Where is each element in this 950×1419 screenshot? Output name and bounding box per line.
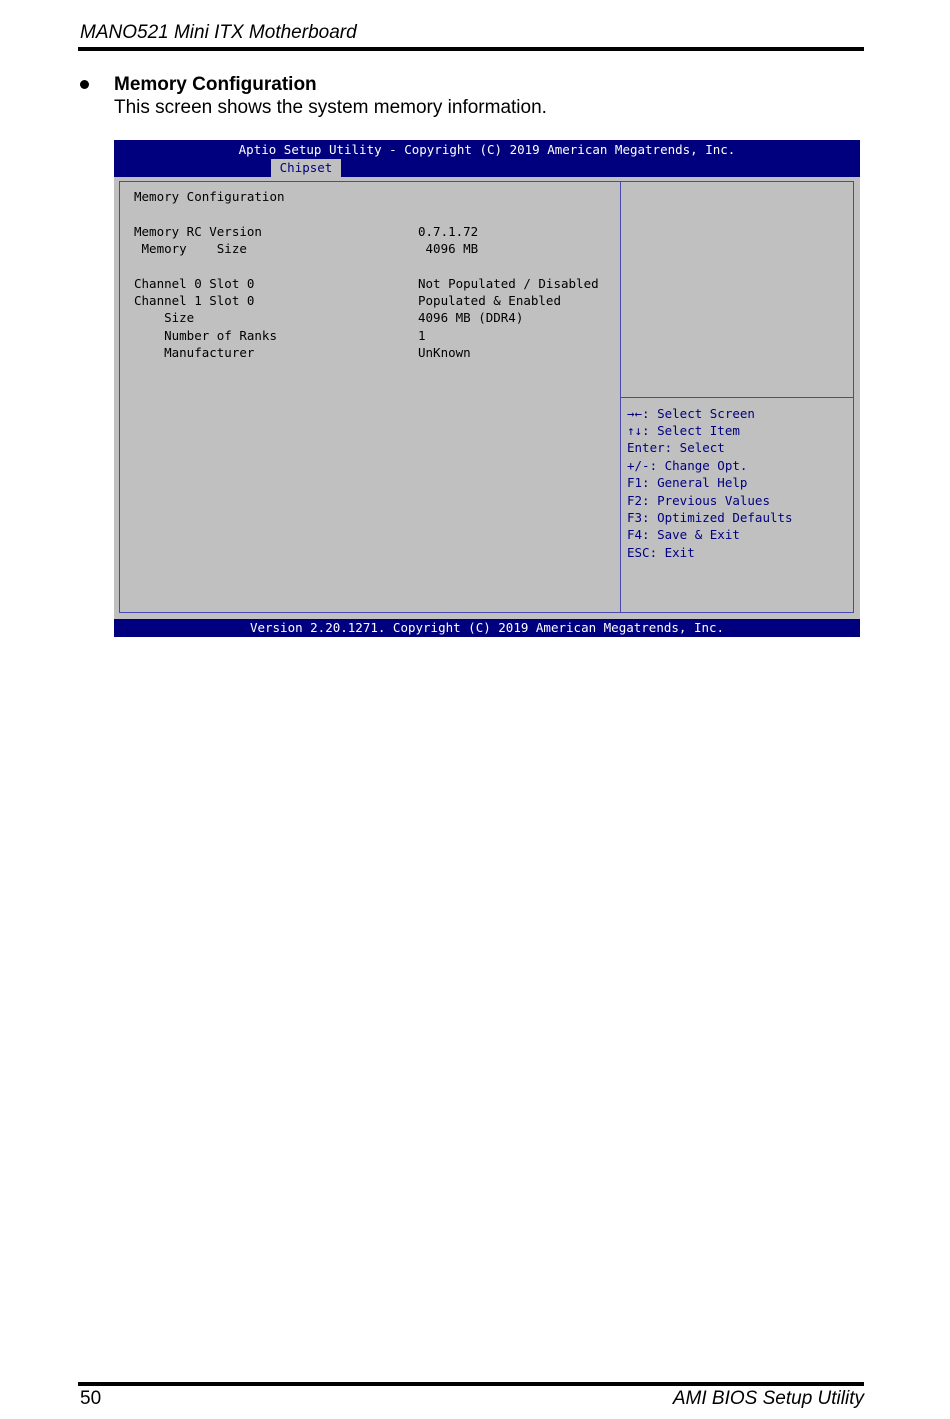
row-label-size: Size [134,310,195,325]
document-header-title: MANO521 Mini ITX Motherboard [80,22,357,43]
help-save-exit: F4: Save & Exit [627,527,740,542]
bios-page-heading: Memory Configuration [134,189,285,204]
bios-help-divider [621,397,854,398]
row-value-memory-size: 4096 MB [418,241,479,256]
row-label-number-of-ranks: Number of Ranks [134,328,277,343]
row-value-channel-0-slot-0: Not Populated / Disabled [418,276,599,291]
bios-version-bar [114,619,860,637]
bios-title: Aptio Setup Utility - Copyright (C) 2019 American Megatrends, Inc. [238,142,736,157]
row-label-channel-1-slot-0: Channel 1 Slot 0 [134,293,255,308]
help-esc-exit: ESC: Exit [627,545,695,560]
help-general-help: F1: General Help [627,475,748,490]
row-value-memory-rc-version: 0.7.1.72 [418,224,479,239]
section-heading: Memory Configuration [114,74,317,95]
row-value-size: 4096 MB (DDR4) [418,310,524,325]
help-previous-values: F2: Previous Values [627,493,770,508]
row-label-channel-0-slot-0: Channel 0 Slot 0 [134,276,255,291]
row-label-memory-size: Memory Size [134,241,247,256]
header-rule [78,47,864,51]
help-select-item: ↑↓: Select Item [627,423,740,438]
help-change-opt: +/-: Change Opt. [627,458,748,473]
row-label-manufacturer: Manufacturer [134,345,255,360]
bios-title-bar [114,140,860,177]
row-value-channel-1-slot-0: Populated & Enabled [418,293,561,308]
footer-rule [78,1382,864,1386]
bullet-icon [80,80,89,89]
bios-version-text: Version 2.20.1271. Copyright (C) 2019 American Megatrends, Inc. [249,620,725,635]
tab-chipset[interactable]: Chipset [271,159,341,177]
section-description: This screen shows the system memory information. [114,97,547,118]
help-optimized-defaults: F3: Optimized Defaults [627,510,793,525]
row-value-manufacturer: UnKnown [418,345,471,360]
page-number: 50 [80,1388,102,1409]
bios-screenshot [114,140,860,637]
row-label-memory-rc-version: Memory RC Version [134,224,262,239]
help-enter-select: Enter: Select [627,440,725,455]
help-select-screen: →←: Select Screen [627,406,755,421]
row-value-number-of-ranks: 1 [418,328,426,343]
footer-title: AMI BIOS Setup Utility [672,1388,864,1409]
